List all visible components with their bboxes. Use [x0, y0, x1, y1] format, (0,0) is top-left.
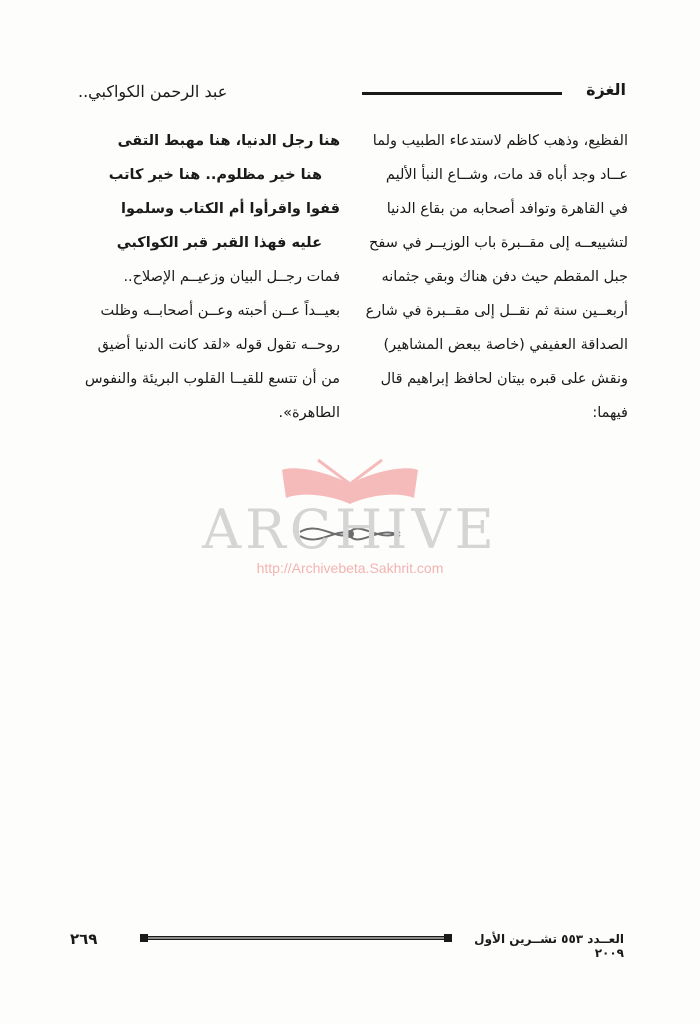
- paragraph-line: من أن تتسع للقيــا القلوب البريئة والنفوس: [84, 371, 340, 387]
- paragraph-line: عــاد وجد أباه قد مات، وشــاع النبأ الأليم: [385, 167, 628, 183]
- poem-verse: هنا خير مظلوم.. هنا خير كاتب: [108, 167, 322, 183]
- poem-verse: عليه فهذا القبر قبر الكواكبي: [116, 235, 322, 251]
- header-author: عبد الرحمن الكواكبي..: [78, 82, 228, 101]
- paragraph-line: الفظيع، وذهب كاظم لاستدعاء الطبيب ولما: [372, 133, 628, 149]
- paragraph-line: بعيــداً عــن أحبته وعــن أصحابــه وظلت: [100, 303, 340, 319]
- paragraph-line: فيهما:: [592, 405, 628, 421]
- watermark-title: ARCHIVE: [202, 498, 498, 561]
- paragraph-line: الطاهرة».: [278, 405, 340, 421]
- poem-verse: قفوا واقرأوا أم الكتاب وسلموا: [121, 201, 340, 217]
- paragraph-line: روحــه تقول قوله «لقد كانت الدنيا أضيق: [97, 337, 340, 353]
- page-number: ٢٦٩: [70, 930, 98, 948]
- header-rule: [362, 92, 562, 95]
- column-left: [78, 124, 340, 430]
- paragraph-line: لتشييعــه إلى مقــبرة باب الوزيــر في سفح: [369, 235, 628, 251]
- paragraph-line: ونقش على قبره بيتان لحافظ إبراهيم قال: [380, 371, 628, 387]
- footer-rule: [140, 933, 452, 943]
- archive-watermark: [150, 440, 550, 580]
- paragraph-line: أربعــين سنة ثم نقــل إلى مقــبرة في شارع: [365, 303, 628, 319]
- paragraph-line: جبل المقطم حيث دفن هناك وبقي جثمانه: [381, 269, 628, 285]
- paragraph-line: فمات رجــل البيان وزعيــم الإصلاح..: [123, 269, 340, 285]
- footer-issue: العــدد ٥٥٣ تشــرين الأول ٢٠٠٩: [474, 932, 624, 960]
- watermark-url: http://Archivebeta.Sakhrit.com: [256, 560, 444, 576]
- section-logo: الغزة: [586, 80, 626, 99]
- paragraph-line: في القاهرة وتوافد أصحابه من بقاع الدنيا: [386, 201, 628, 217]
- poem-verse: هنا رجل الدنيا، هنا مهبط التقى: [117, 133, 340, 149]
- column-right: [356, 124, 628, 430]
- paragraph-line: الصداقة العفيفي (خاصة ببعض المشاهير): [383, 337, 628, 353]
